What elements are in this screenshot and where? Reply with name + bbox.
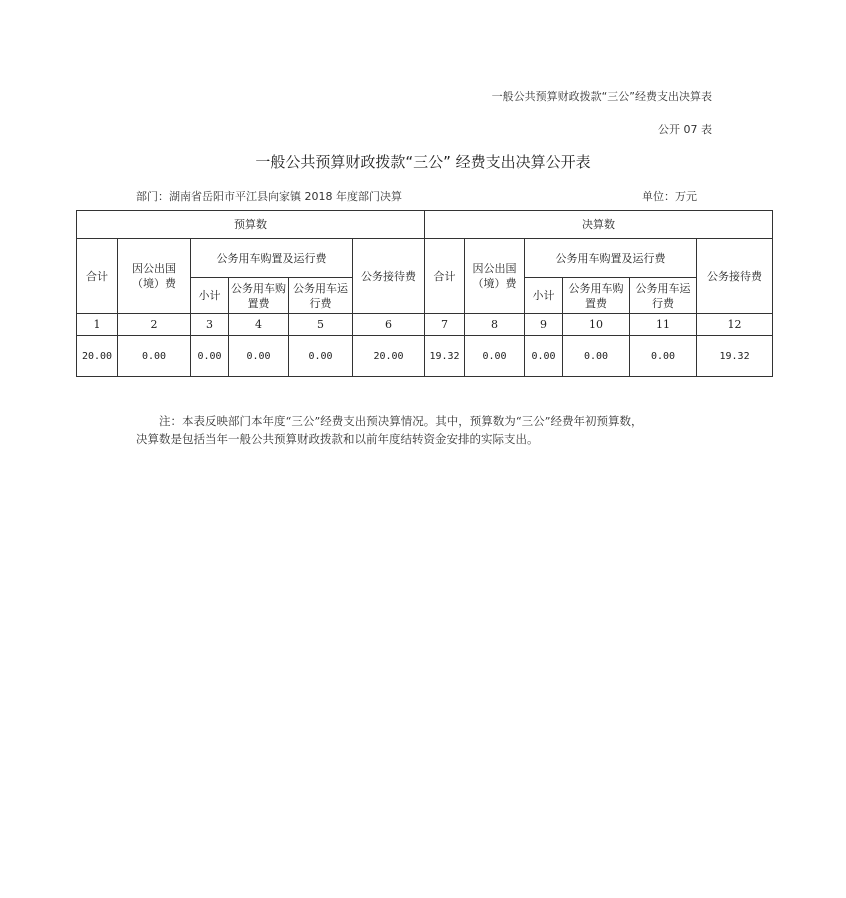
footnote	[136, 412, 726, 448]
footnote-line-1: 注：本表反映部门本年度“三公”经费支出预决算情况。其中，预算数为“三公”经费年初预算数，	[159, 414, 643, 428]
column-number: 8	[465, 314, 525, 336]
expense-table	[76, 210, 773, 377]
department-label: 部门：湖南省岳阳市平江县向家镇 2018 年度部门决算	[136, 190, 402, 203]
col-vehicle-purchase-budget: 公务用车购置费	[229, 278, 289, 314]
value-cell: 0.00	[563, 336, 630, 377]
column-number: 12	[697, 314, 773, 336]
report-top-title: 一般公共预算财政拨款“三公”经费支出决算表	[491, 90, 712, 103]
value-cell: 20.00	[77, 336, 118, 377]
column-number: 10	[563, 314, 630, 336]
value-cell: 0.00	[630, 336, 697, 377]
column-number: 2	[118, 314, 191, 336]
column-number: 11	[630, 314, 697, 336]
col-subtotal-budget: 小计	[191, 278, 229, 314]
final-group-header: 决算数	[425, 211, 773, 239]
col-vehicle-operation-budget: 公务用车运行费	[289, 278, 353, 314]
value-cell: 0.00	[289, 336, 353, 377]
column-number: 3	[191, 314, 229, 336]
value-cell: 0.00	[465, 336, 525, 377]
table-number: 公开 07 表	[658, 123, 712, 136]
col-reception-final: 公务接待费	[697, 239, 773, 314]
value-cell: 0.00	[191, 336, 229, 377]
col-reception-budget: 公务接待费	[353, 239, 425, 314]
column-number: 4	[229, 314, 289, 336]
column-number: 7	[425, 314, 465, 336]
value-cell: 19.32	[425, 336, 465, 377]
footnote-line-2: 决算数是包括当年一般公共预算财政拨款和以前年度结转资金安排的实际支出。	[136, 432, 539, 446]
column-number: 1	[77, 314, 118, 336]
value-cell: 20.00	[353, 336, 425, 377]
column-number: 6	[353, 314, 425, 336]
column-number: 5	[289, 314, 353, 336]
col-vehicle-purchase-final: 公务用车购置费	[563, 278, 630, 314]
col-vehicle-group-final: 公务用车购置及运行费	[525, 239, 697, 278]
col-abroad-budget: 因公出国（境）费	[118, 239, 191, 314]
col-total-final: 合计	[425, 239, 465, 314]
col-abroad-final: 因公出国（境）费	[465, 239, 525, 314]
col-vehicle-group-budget: 公务用车购置及运行费	[191, 239, 353, 278]
col-vehicle-operation-final: 公务用车运行费	[630, 278, 697, 314]
col-subtotal-final: 小计	[525, 278, 563, 314]
col-total-budget: 合计	[77, 239, 118, 314]
column-number-row	[77, 314, 773, 336]
value-cell: 19.32	[697, 336, 773, 377]
page-title: 一般公共预算财政拨款“三公” 经费支出决算公开表	[255, 153, 591, 171]
value-row	[77, 336, 773, 377]
column-number: 9	[525, 314, 563, 336]
unit-label: 单位：万元	[642, 190, 697, 203]
value-cell: 0.00	[525, 336, 563, 377]
budget-group-header: 预算数	[77, 211, 425, 239]
value-cell: 0.00	[229, 336, 289, 377]
value-cell: 0.00	[118, 336, 191, 377]
